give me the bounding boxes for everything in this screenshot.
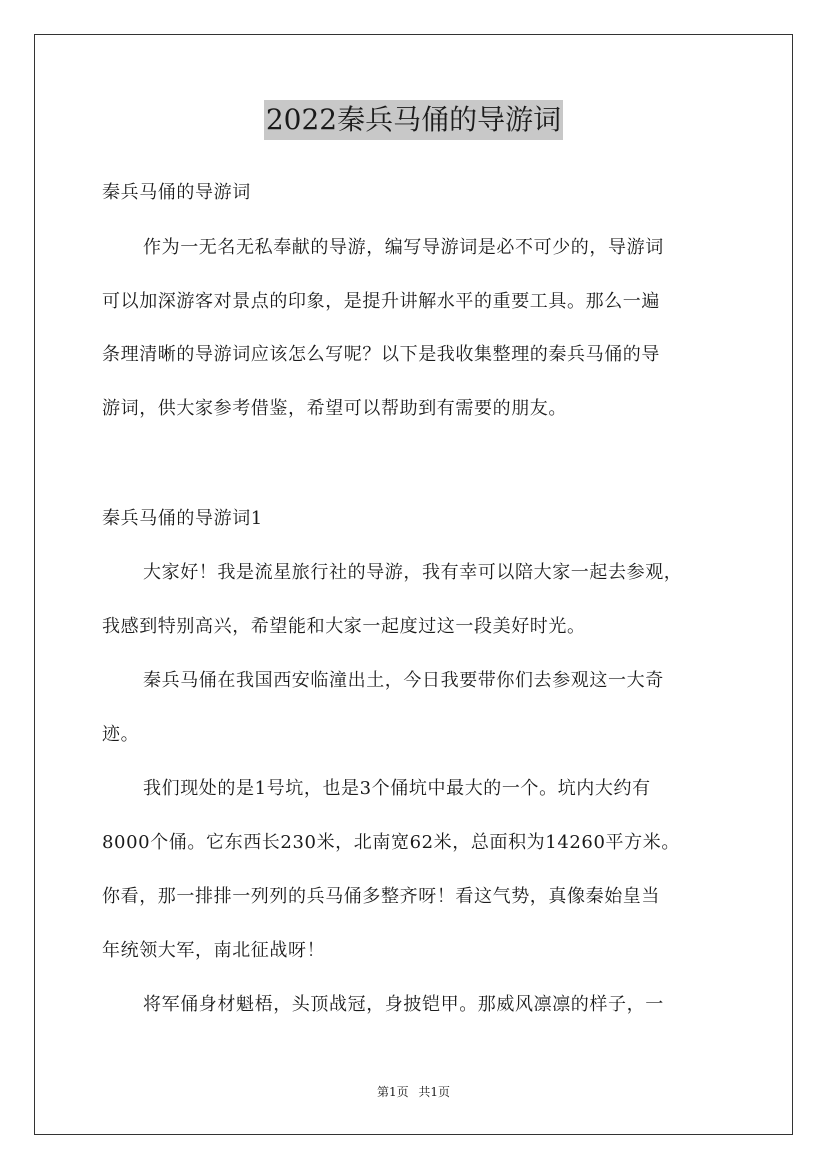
subtitle: 秦兵马俑的导游词 (102, 182, 251, 203)
title-container (0, 100, 827, 140)
intro-line: 作为一无名无私奉献的导游，编写导游词是必不可少的，导游词 (143, 237, 664, 258)
body-line: 你看，那一排排一列列的兵马俑多整齐呀！看这气势，真像秦始皇当 (102, 886, 660, 907)
intro-line: 可以加深游客对景点的印象，是提升讲解水平的重要工具。那么一遍 (102, 291, 660, 312)
intro-line: 游词，供大家参考借鉴，希望可以帮助到有需要的朋友。 (102, 398, 567, 419)
page-footer (0, 1084, 827, 1100)
body-line: 我们现处的是1号坑，也是3个俑坑中最大的一个。坑内大约有 (143, 778, 651, 799)
body-line: 8000个俑。它东西长230米，北南宽62米，总面积为14260平方米。 (102, 832, 680, 853)
page-total: 共1页 (418, 1085, 451, 1099)
page-number: 第1页 (376, 1085, 409, 1099)
body-line: 秦兵马俑在我国西安临潼出土，今日我要带你们去参观这一大奇 (143, 670, 664, 691)
document-title: 2022秦兵马俑的导游词 (264, 100, 563, 140)
body-line: 大家好！我是流星旅行社的导游，我有幸可以陪大家一起去参观， (143, 562, 683, 583)
body-line: 迹。 (102, 724, 140, 745)
intro-line: 条理清晰的导游词应该怎么写呢？以下是我收集整理的秦兵马俑的导 (102, 344, 660, 365)
body-line: 将军俑身材魁梧，头顶战冠，身披铠甲。那威风凛凛的样子，一 (143, 994, 664, 1015)
body-line: 我感到特别高兴，希望能和大家一起度过这一段美好时光。 (102, 616, 586, 637)
body-line: 年统领大军，南北征战呀！ (102, 940, 326, 961)
section-heading: 秦兵马俑的导游词1 (102, 508, 263, 529)
